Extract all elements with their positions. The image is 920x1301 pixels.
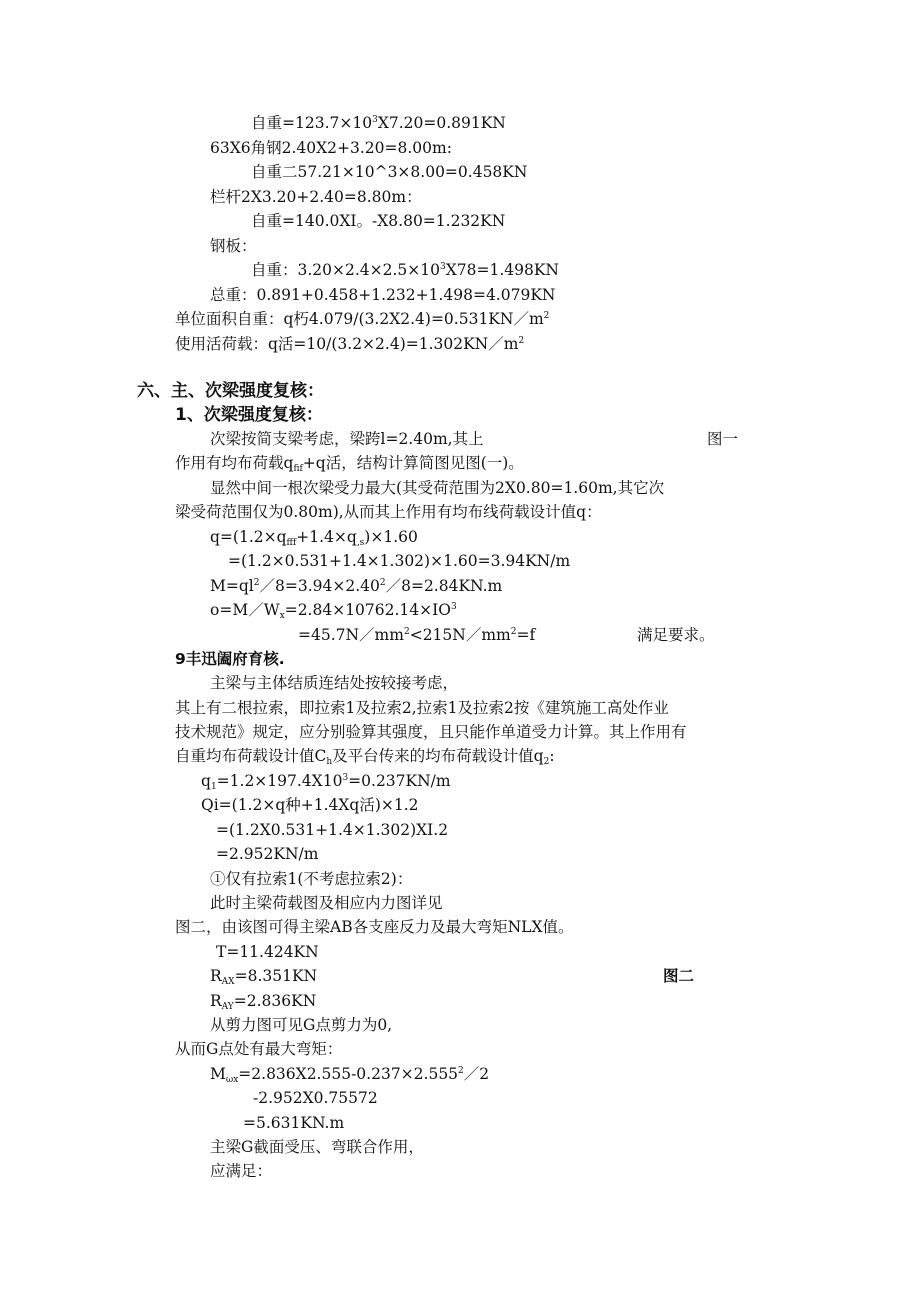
line-self-weight-3: 自重=140.0XI。-X8.80=1.232KN bbox=[251, 212, 506, 230]
line-main-beam-3: 技术规范》规定，应分别验算其强度，且只能作单道受力计算。其上作用有 bbox=[175, 723, 687, 741]
line-self-weight-2: 自重二57.21×10^3×8.00=0.458KN bbox=[251, 163, 528, 181]
line-secondary-beam-2: 作用有均布荷载$q_{fif}+q$活，结构计算简图见图(一)。 bbox=[175, 454, 524, 474]
formula-moment: $M=ql^2/8=3.94\times 2.40^2/8=2.84KN.m$ bbox=[210, 577, 503, 595]
line-max-moment: 从而G点处有最大弯矩： bbox=[175, 1040, 343, 1058]
section-heading-6: 六、主、次梁强度复核： bbox=[137, 381, 324, 401]
line-main-beam-4: 自重均布荷载设计值$C_h$及平台传来的均布荷载设计值$q_2$: bbox=[175, 747, 555, 767]
requirement-satisfied: 满足要求。 bbox=[637, 626, 715, 644]
line-secondary-beam-3: 显然中间一根次梁受力最大(其受荷范围为2X0.80=1.60m,其它次 bbox=[210, 479, 665, 497]
line-should-satisfy: 应满足： bbox=[210, 1162, 273, 1180]
line-steel-plate: 钢板： bbox=[210, 237, 257, 255]
formula-stress-value: $=45.7N/mm^2<215N/mm^2=f$ bbox=[298, 626, 536, 644]
line-secondary-beam-4: 梁受荷范围仅为0.80m),从而其上作用有均布线荷载设计值q： bbox=[175, 503, 602, 521]
formula-tension: T=11.424KN bbox=[216, 943, 319, 961]
formula-ray: $R_{AY}=2.836KN$ bbox=[210, 992, 317, 1012]
line-shear-diagram: 从剪力图可见G点剪力为0, bbox=[210, 1016, 393, 1034]
formula-q2-value: =2.952KN/m bbox=[216, 845, 319, 863]
subsection-heading-1: 1、次梁强度复核： bbox=[175, 405, 323, 425]
formula-mx: $M_{\omega x}=2.836X2.555-0.237\times 2.555^2/2$ bbox=[210, 1065, 490, 1085]
line-secondary-beam-1: 次梁按简支梁考虑，梁跨l=2.40m,其上 bbox=[210, 430, 484, 448]
subsection-heading-2: 9丰迅阖府育核. bbox=[175, 650, 285, 668]
line-angle-steel: 63X6角钢2.40X2+3.20=8.00m: bbox=[210, 139, 452, 157]
line-reactions: 图二，由该图可得主梁AB各支座反力及最大弯矩NLX值。 bbox=[175, 918, 574, 936]
line-total-weight: 总重：0.891+0.458+1.232+1.498=4.079KN bbox=[210, 286, 556, 304]
formula-mx-value: =5.631KN.m bbox=[243, 1114, 345, 1132]
line-unit-area-weight: 单位面积自重：q朽$4.079/(3.2X2.4)=0.531KN/m^2$ bbox=[175, 310, 550, 328]
line-self-weight-1: 自重$=123.7\times 10^3X7.20=0.891KN$ bbox=[251, 114, 506, 132]
formula-mx-cont: -2.952X0.75572 bbox=[253, 1089, 378, 1107]
formula-q2: Qi=(1.2×q种+1.4Xq活)×1.2 bbox=[201, 796, 419, 814]
formula-q: $q=(1.2\times q_{fff}+1.4\times q_{,s})\times 1.60$ bbox=[210, 528, 418, 548]
formula-q2-expand: =(1.2X0.531+1.4×1.302)XI.2 bbox=[216, 821, 449, 839]
formula-q1: $q_1=1.2\times 197.4X10^3=0.237KN/m$ bbox=[201, 772, 451, 792]
formula-q-value: =(1.2×0.531+1.4×1.302)×1.60=3.94KN/m bbox=[228, 552, 571, 570]
line-railing: 栏杆2X3.20+2.40=8.80m： bbox=[210, 188, 422, 206]
figure-2-label: 图二 bbox=[663, 967, 695, 985]
line-combined-action: 主梁G截面受压、弯联合作用， bbox=[210, 1138, 424, 1156]
formula-rax: $R_{AX}=8.351KN$ bbox=[210, 967, 318, 987]
line-load-diagram: 此时主梁荷载图及相应内力图详见 bbox=[210, 894, 443, 912]
line-cable-1-only: ①仅有拉索1(不考虑拉索2)： bbox=[210, 870, 413, 888]
line-main-beam-2: 其上有二根拉索，即拉索1及拉索2,拉索1及拉索2按《建筑施工高处作业 bbox=[175, 699, 669, 717]
figure-1-label: 图一 bbox=[707, 430, 739, 448]
line-self-weight-4: 自重：$3.20\times 2.4\times 2.5\times 10^3X78=1.498KN$ bbox=[251, 261, 559, 279]
formula-stress: $o=M/W_x=2.84\times 10762.14\times IO^3$ bbox=[210, 601, 457, 621]
line-main-beam-1: 主梁与主体结质连结处按较接考虑， bbox=[210, 674, 459, 692]
line-live-load: 使用活荷载：q活$=10/(3.2\times 2.4)=1.302KN/m^2$ bbox=[175, 335, 525, 353]
